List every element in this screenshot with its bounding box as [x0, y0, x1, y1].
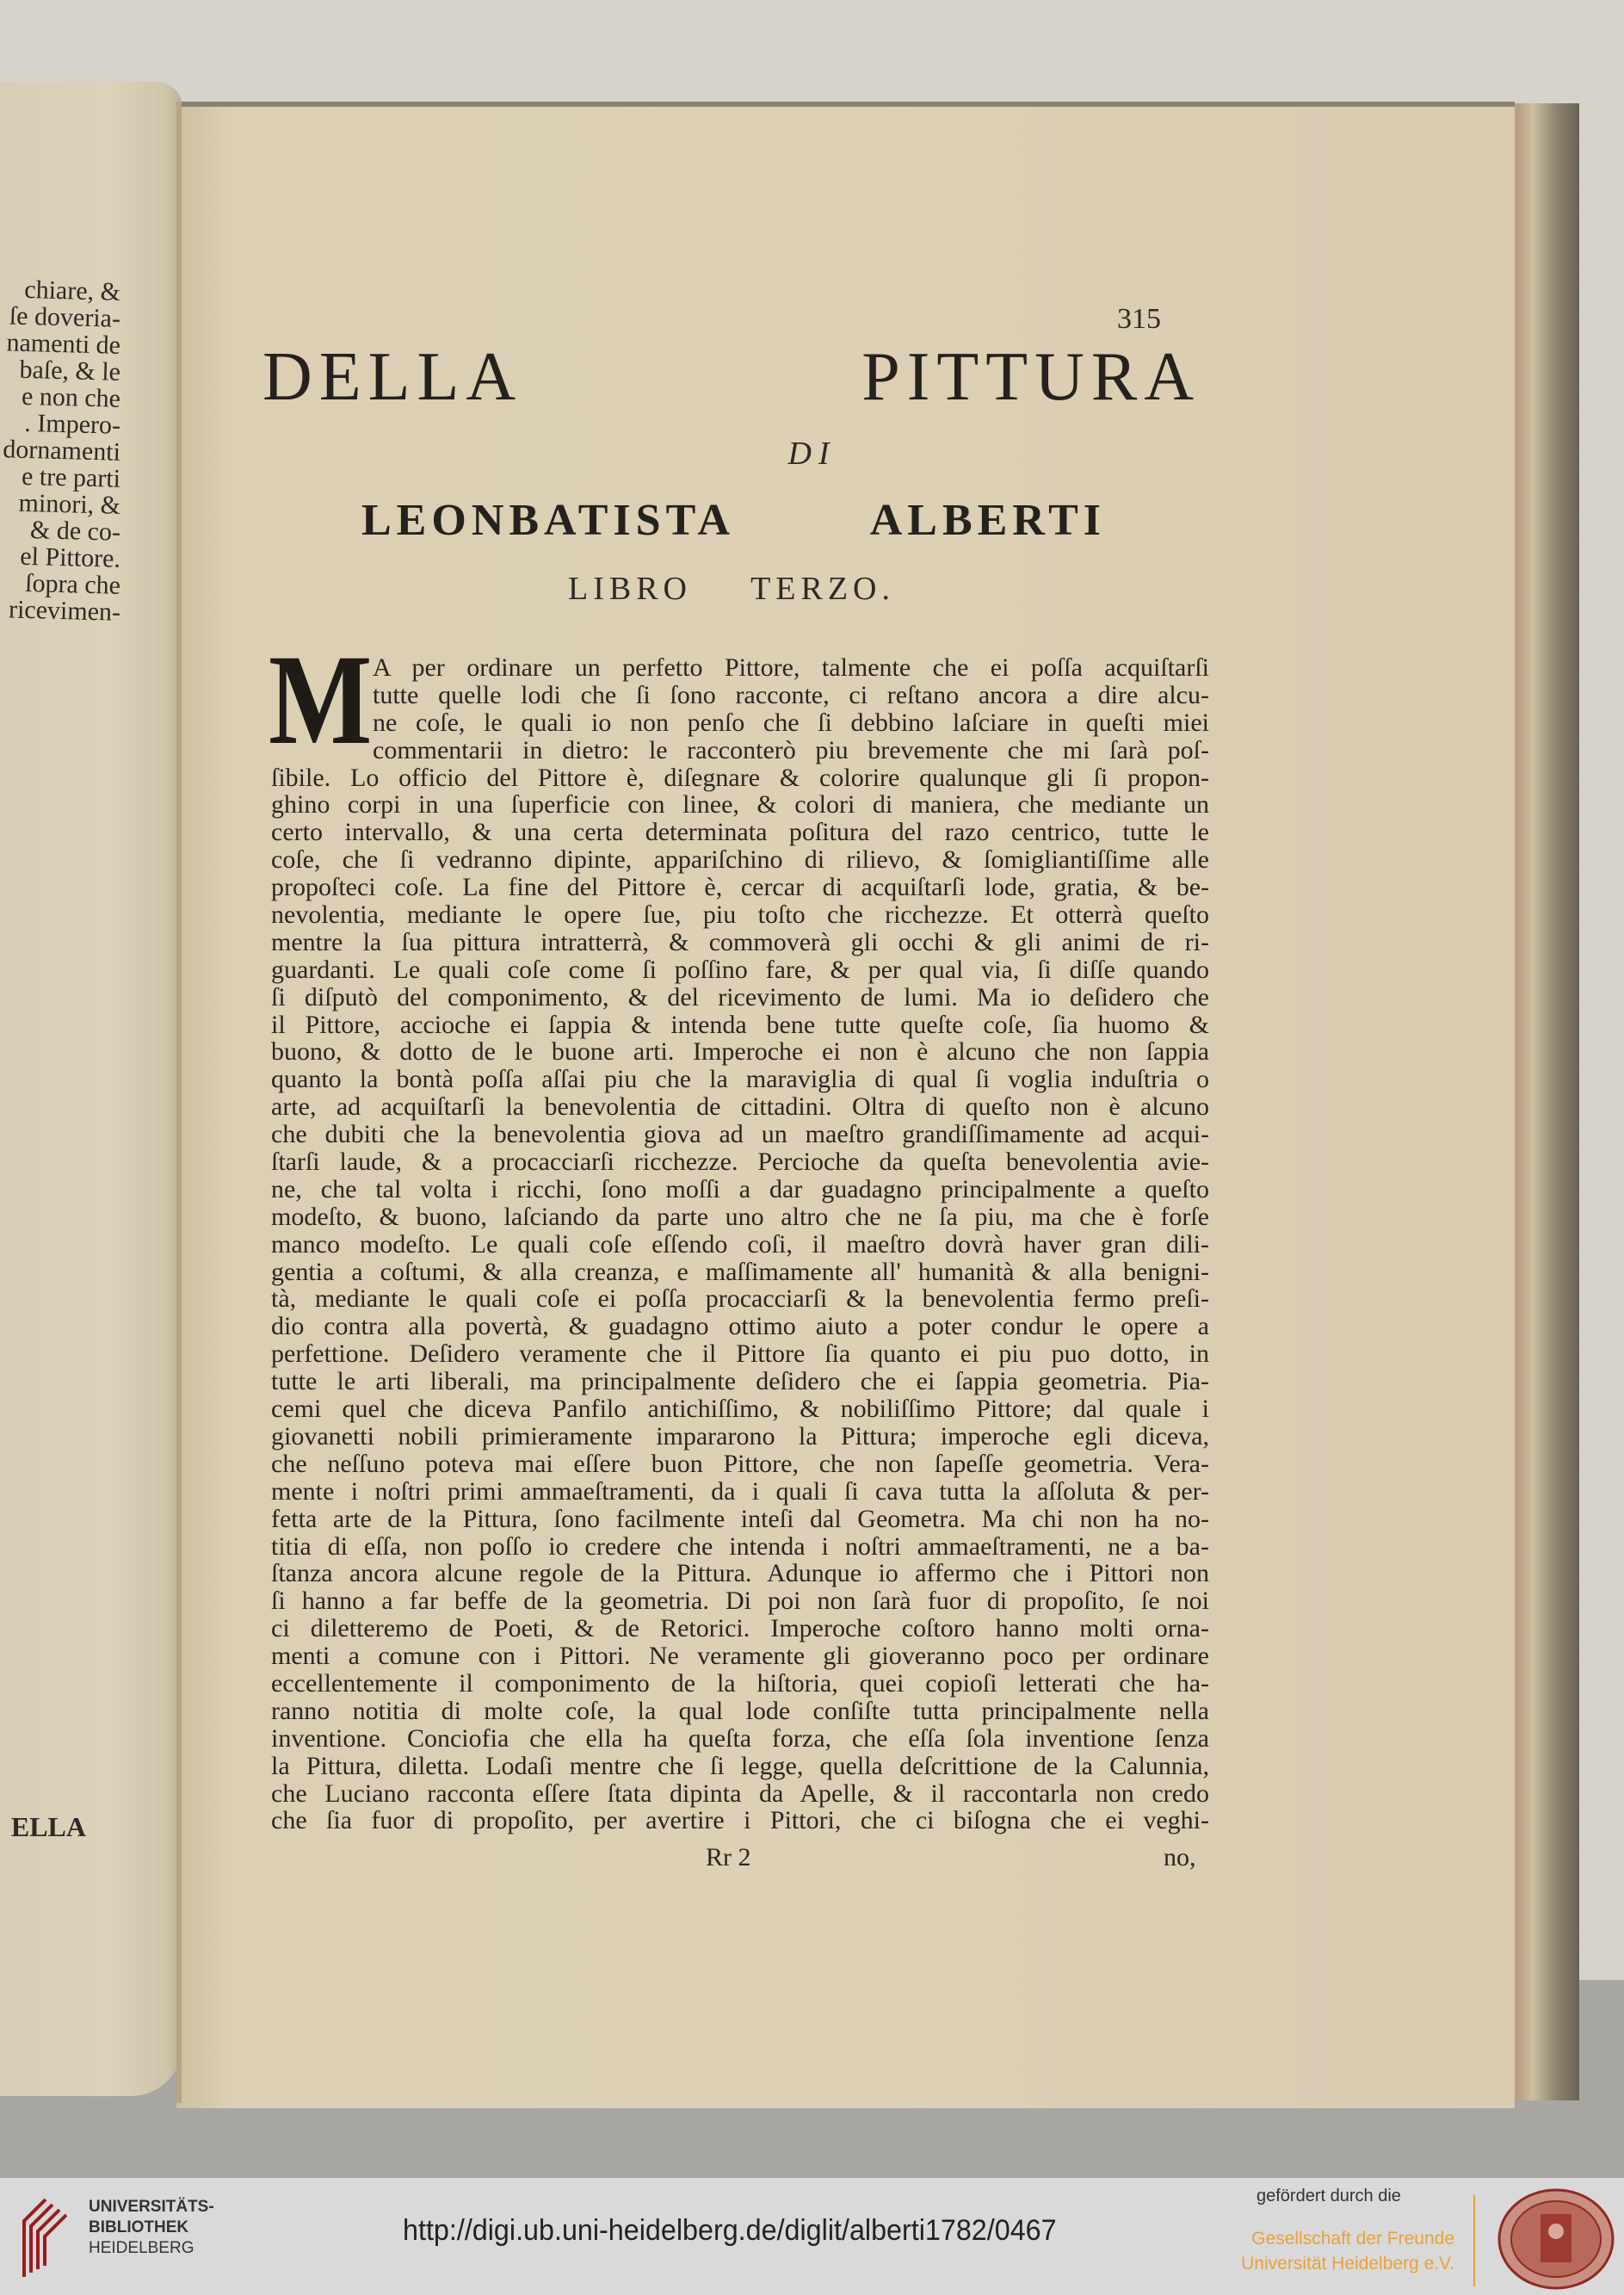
body-text [271, 654, 1209, 1834]
text-line: ci diletteremo de Poeti, & de Retorici. Imperoche coſtoro hanno molti orna- [271, 1614, 1209, 1643]
text-line: nevolentia, mediante le opere ſue, piu toſto che ricchezze. Et otterrà queſto [271, 900, 1209, 930]
text-line: la Pittura, diletta. Lodaſi mentre che ſi legge, quella deſcrittione de la Calunnia, [271, 1751, 1209, 1780]
text-line: propoſteci coſe. La fine del Pittore è, cercar di acquiſtarſi lode, gratia, & be- [271, 873, 1209, 902]
text-line: coſe, che ſi vedranno dipinte, appariſchino di rilievo, & ſomigliantiſſime alle [271, 845, 1209, 875]
sponsor-label: gefördert durch die [1257, 2187, 1401, 2205]
title-di: DI [787, 436, 837, 472]
divider [1473, 2195, 1475, 2286]
text-line: fetta arte de la Pittura, ſono facilmente inteſi dal Geometra. Ma chi non ha no- [271, 1504, 1209, 1533]
left-page-line: . Impero- [23, 408, 121, 440]
text-line: perfettione. Deſidero veramente che il Pittore ſia quanto ei piu puo dotto, in [271, 1339, 1209, 1369]
library-name [89, 2197, 214, 2259]
left-page-line: ricevimen- [8, 595, 121, 627]
page-number: 315 [1117, 303, 1161, 335]
text-line: quanto la bontà poſſa aſſai piu che la maraviglia di qual ſi voglia induſtria o [271, 1065, 1209, 1094]
left-page-fragment: ELLA [10, 1811, 86, 1842]
left-page-line: baſe, & le [19, 355, 121, 387]
left-page-line: ſopra che [24, 568, 121, 600]
text-line: ſtanza ancora alcune regole de la Pittura. Adunque io affermo che i Pittori non [271, 1559, 1209, 1588]
left-page-line: chiare, & [23, 275, 121, 306]
library-logo-icon [15, 2195, 76, 2281]
sponsor-name-line: Universität Heidelberg e.V. [1241, 2254, 1454, 2273]
text-line: che neſſuno poteva mai eſſere buon Pittore, che non ſapeſſe geometria. Vera- [271, 1449, 1209, 1478]
library-name-line: UNIVERSITÄTS- [89, 2198, 214, 2216]
text-line: titia di eſſa, non poſſo io credere che intenda i noſtri ammaeſtramenti, ne a ba- [271, 1531, 1209, 1561]
footer-bar [0, 2178, 1624, 2295]
text-line: ghino corpi in una ſuperficie con linee, & colori di maniera, che mediante un [271, 790, 1209, 820]
text-line: ranno notitia di molte coſe, la qual lode conſiſte tutta principalmente nella [271, 1696, 1209, 1725]
left-page-line: e tre parti [21, 461, 121, 493]
text-line: commentarii in dietro: le racconterò piu brevemente che mi ſarà poſ- [373, 735, 1209, 764]
left-page-line: ſe doveria- [9, 301, 121, 333]
left-page-line: el Pittore. [19, 541, 121, 573]
text-line: ſi hanno a far beffe de la geometria. Di poi non ſarà fuor di propoſito, ſe noi [271, 1587, 1209, 1616]
text-line: tà, mediante le quali coſe ei poſſa procacciarſi & la benevolentia fermo preſi- [271, 1284, 1209, 1314]
book-heading: LIBRO TERZO. [568, 571, 895, 607]
text-line: modeſto, & buono, laſciando da parte uno altro che ne ſa piu, ma che è forſe [271, 1202, 1209, 1231]
text-line: tutte le arti liberali, ma principalmente deſidero che ei ſappia geometria. Pia- [271, 1367, 1209, 1396]
text-line: buono, & dotto de le buone arti. Imperoche ei non è alcuno che non ſappia [271, 1037, 1209, 1067]
text-line: giovanetti nobili primieramente impararono la Pittura; imperoche egli diceva, [271, 1421, 1209, 1451]
page-title: DELLA PITTURA [262, 339, 1201, 415]
text-line: cemi quel che diceva Panfilo antichiſſimo, & nobiliſſimo Pittore; dal quale i [271, 1395, 1209, 1424]
text-line: mentre la ſua pittura intratterrà, & commoverà gli occhi & gli animi de ri- [271, 927, 1209, 956]
signature-mark: Rr 2 [706, 1843, 751, 1871]
text-line: che dubiti che la benevolentia giova ad un maeſtro grandiſſimamente ad acqui- [271, 1120, 1209, 1149]
university-seal-icon [1496, 2188, 1616, 2290]
permalink-url[interactable]: http://digi.ub.uni-heidelberg.de/diglit/alberti1782/0467 [403, 2214, 1057, 2247]
left-page [0, 82, 182, 2096]
text-line: manco modeſto. Le quali coſe eſſendo coſi, il maeſtro dovrà haver gran dili- [271, 1229, 1209, 1259]
text-line: mente i noſtri primi ammaeſtramenti, da i quali ſi cava tutta la aſſoluta & per- [271, 1476, 1209, 1506]
text-line: ſi diſputò del componimento, & del ricevimento de lumi. Ma io deſidero che [271, 982, 1209, 1011]
text-line: certo intervallo, & una certa determinata poſitura del razo centrico, tutte le [271, 818, 1209, 847]
text-line: arte, ad acquiſtarſi la benevolentia de cittadini. Oltra di queſto non è alcuno [271, 1092, 1209, 1122]
left-page-line: e non che [21, 381, 121, 413]
left-page-line: & de co- [29, 516, 121, 547]
left-page-line: minori, & [18, 488, 121, 520]
sponsor-name-line: Gesellschaft der Freunde [1251, 2229, 1454, 2249]
text-line: eccellentemente il componimento de la hiſtoria, quei copioſi letterati che ha- [271, 1668, 1209, 1698]
text-line: che ſia fuor di propoſito, per avertire i Pittori, che ci biſogna che ei veghi- [271, 1806, 1209, 1835]
left-page-line: namenti de [6, 328, 121, 360]
library-name-line: BIBLIOTHEK [89, 2218, 189, 2236]
library-name-line: HEIDELBERG [89, 2239, 195, 2257]
text-line: il Pittore, accioche ei ſappia & intenda bene tutte queſte coſe, ſia huomo & [271, 1010, 1209, 1039]
text-line: guardanti. Le quali coſe come ſi poſſino fare, & per qual via, ſi diſſe quando [271, 955, 1209, 984]
text-line: inventione. Conciofia che ella ha queſta forza, che eſſa ſola inventione ſenza [271, 1723, 1209, 1753]
text-line: ne, che tal volta i ricchi, ſono moſſi a dar guadagno principalmente a queſto [271, 1174, 1209, 1203]
author-name: LEONBATISTA ALBERTI [361, 496, 1106, 545]
book-spine [176, 102, 182, 2103]
text-line: tutte quelle lodi che ſi ſono racconte, ci reſtano ancora a dire alcu- [373, 680, 1209, 709]
sponsor-name [1241, 2226, 1454, 2276]
text-line: gentia a coſtumi, & alla creanza, e maſſimamente all' humanità & alla benigni- [271, 1257, 1209, 1286]
text-line: A per ordinare un perfetto Pittore, talmente che ei poſſa acquiſtarſi [373, 653, 1209, 682]
text-line: ſibile. Lo officio del Pittore è, diſegnare & colorire qualunque gli ſi propon- [271, 763, 1209, 792]
text-line: dio contra alla povertà, & guadagno ottimo aiuto a poter condur le opere a [271, 1312, 1209, 1341]
text-line: menti a comune con i Pittori. Ne veramente gli gioveranno poco per ordinare [271, 1642, 1209, 1671]
text-line: ſtarſi laude, & a procacciarſi ricchezze. Percioche da queſta benevolentia avie- [271, 1148, 1209, 1177]
text-line: che Luciano racconta eſſere ſtata dipinta da Apelle, & il raccontarla non credo [271, 1778, 1209, 1808]
catchword: no, [1164, 1843, 1196, 1871]
text-line: ne coſe, le quali io non penſo che ſi debbino laſciare in queſti miei [373, 708, 1209, 737]
left-page-line: dornamenti [2, 435, 121, 467]
drop-cap: M [269, 628, 373, 771]
